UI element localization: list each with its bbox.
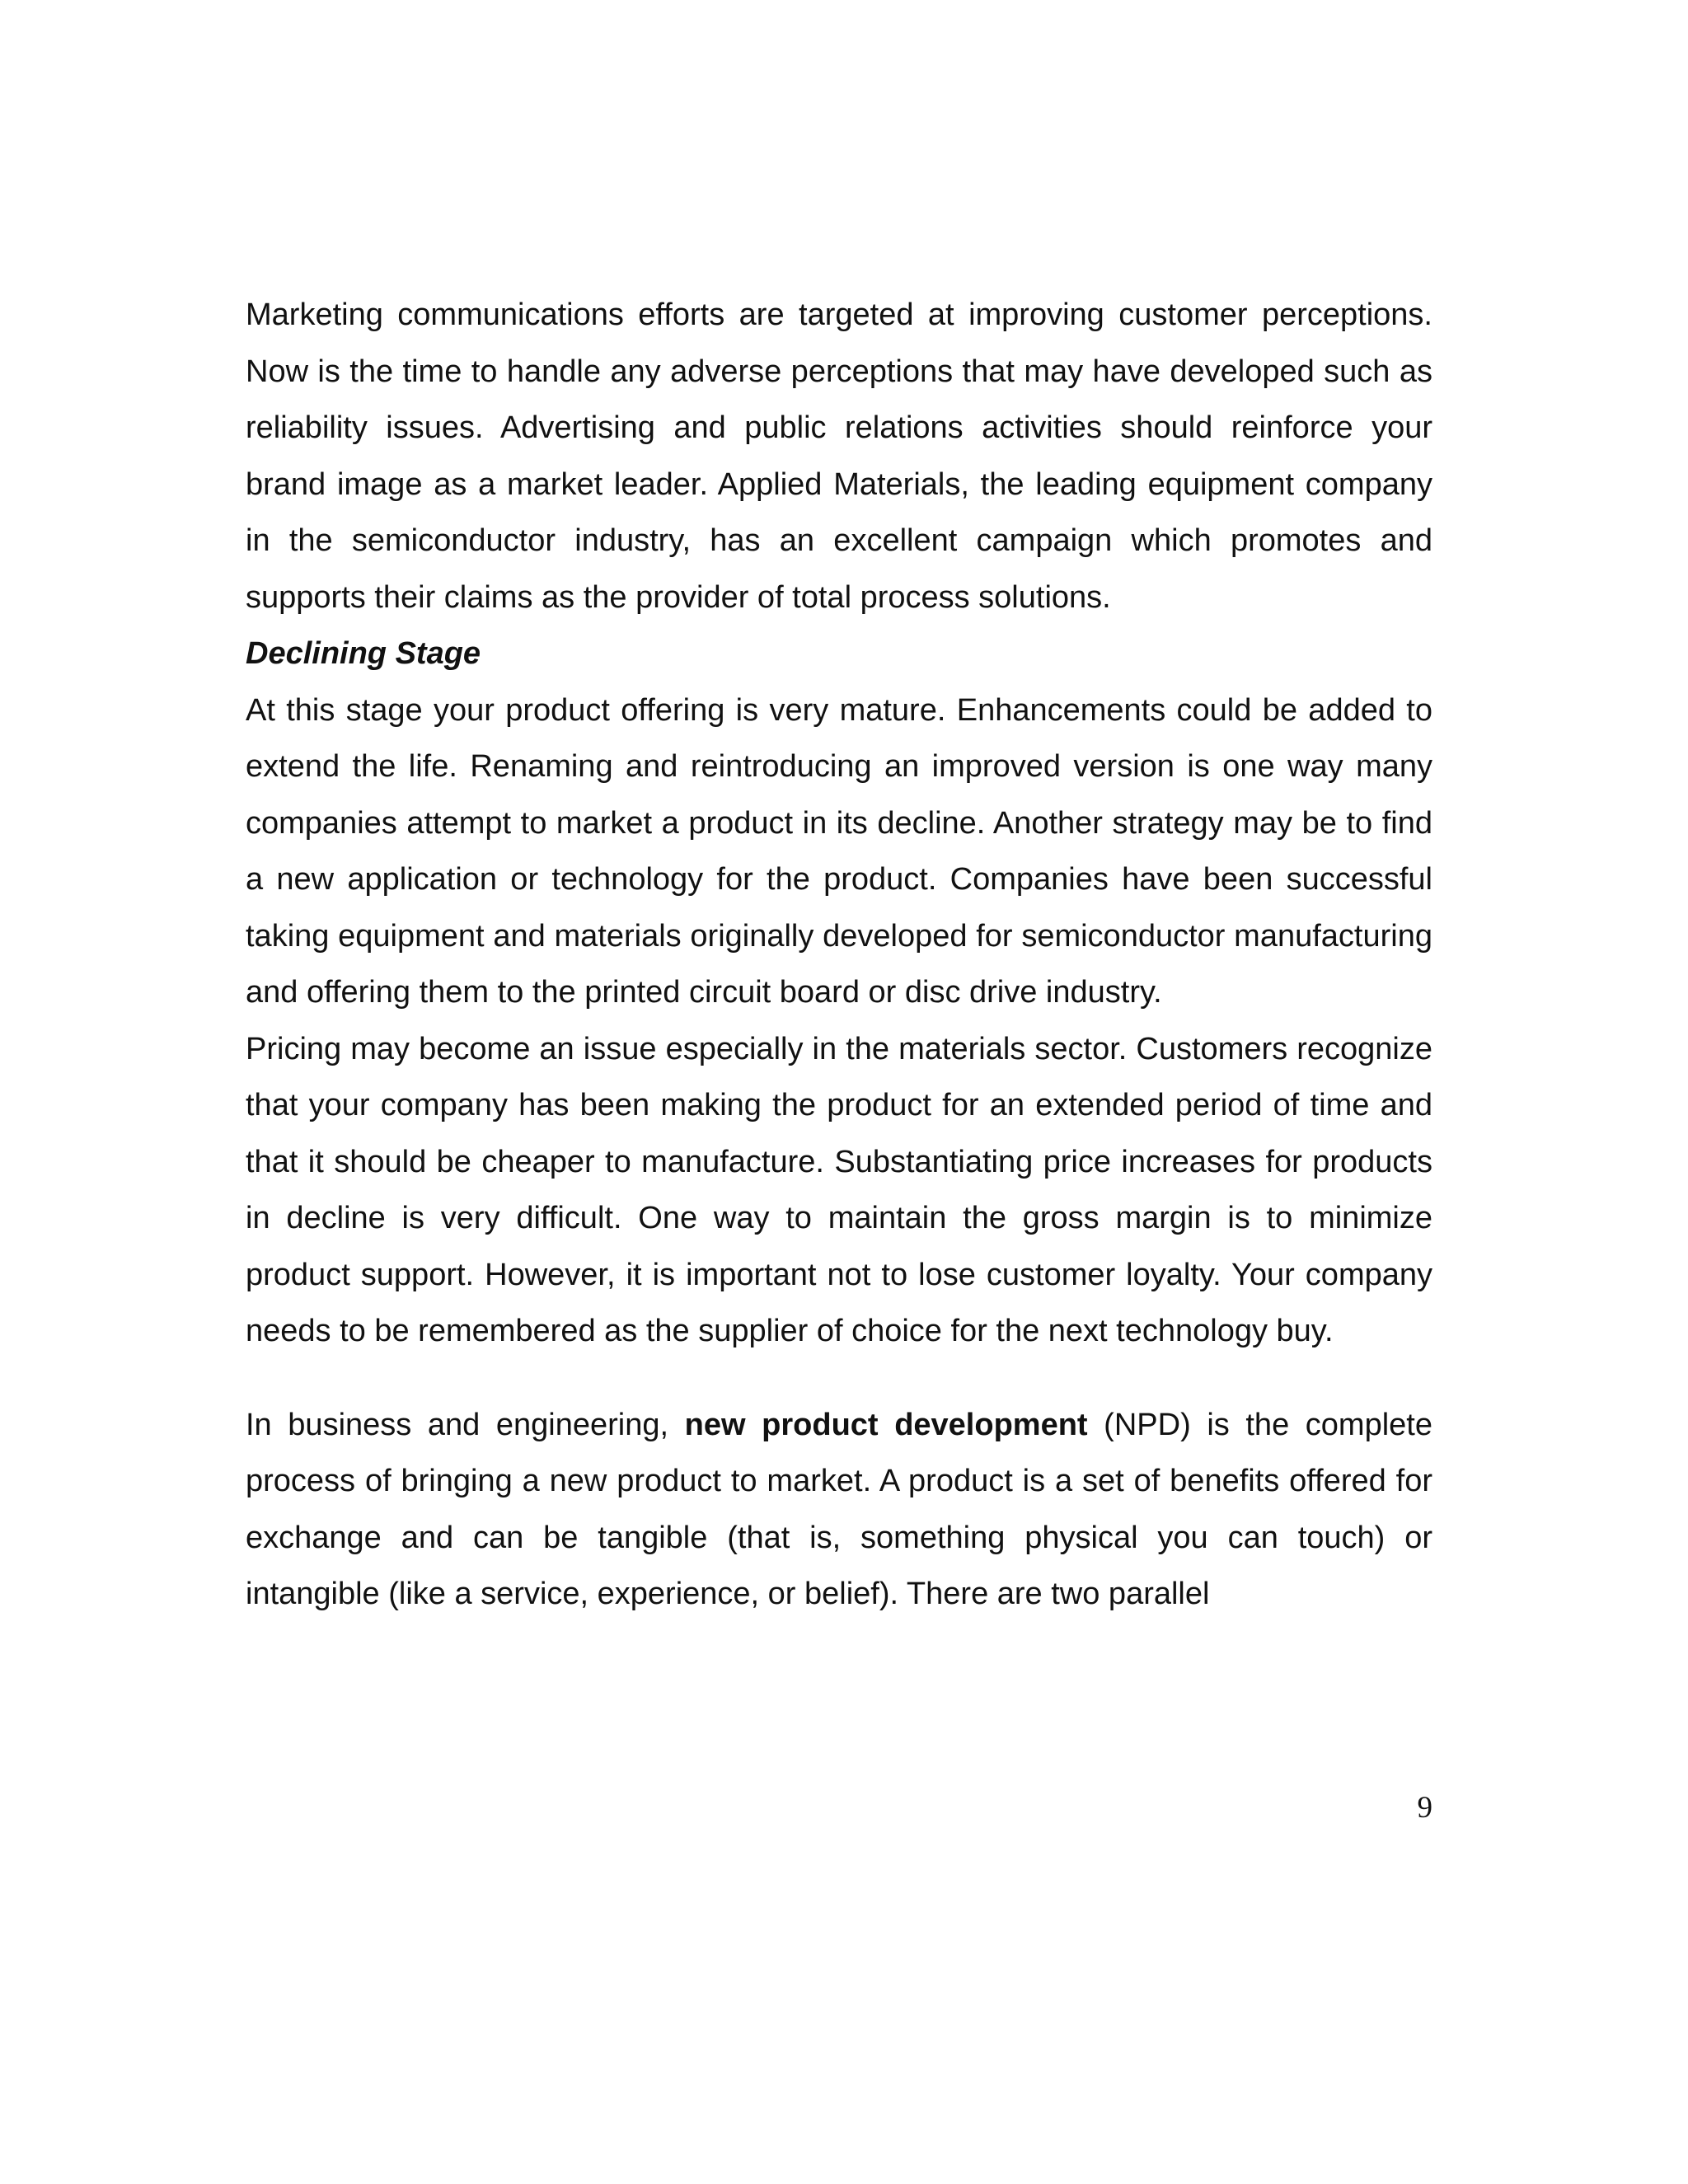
paragraph-marketing-communications: Marketing communications efforts are targeted at improving customer perceptions. Now is the time to handle any adverse perceptions that may have developed such as reliability issues. Advertising and public relations activities should reinforce your brand image as a market leader. Applied Materials, the leading equipment company in the semiconductor industry, has an excellent campaign which promotes and supports their claims as the provider of total process solutions. [246,298,1432,615]
section-heading-declining-stage: Declining Stage [246,636,481,671]
npd-rest-text: (NPD) is the complete process of bringing a new product to market. A product is a set of benefits offered for exchange and can be tangible (that is, something physical you can touch) or intangible (like a service, experience, or belief). There are two parallel [246,1407,1432,1611]
npd-lead-text: In business and engineering, [246,1407,685,1442]
paragraph-declining-stage: At this stage your product offering is very mature. Enhancements could be added to extend the life. Renaming and reintroducing an improved version is one way many companies attempt to market a product in its decline. Another strategy may be to find a new application or technology for the product. Companies have been successful taking equipment and materials originally developed for semiconductor manufacturing and offering them to the printed circuit board or disc drive industry. [246,692,1432,1010]
paragraph-spacer [246,1360,1432,1397]
page-body [246,287,1432,1623]
npd-bold-term: new product development [684,1407,1088,1442]
page-number: 9 [1417,1791,1432,1825]
paragraph-pricing: Pricing may become an issue especially in the materials sector. Customers recognize that your company has been making the product for an extended period of time and that it should be cheaper to manufacture. Substantiating price increases for products in decline is very difficult. One way to maintain the gross margin is to minimize product support. However, it is important not to lose customer loyalty. Your company needs to be remembered as the supplier of choice for the next technology buy. [246,1031,1432,1348]
paragraph-new-product-development [246,1397,1432,1623]
